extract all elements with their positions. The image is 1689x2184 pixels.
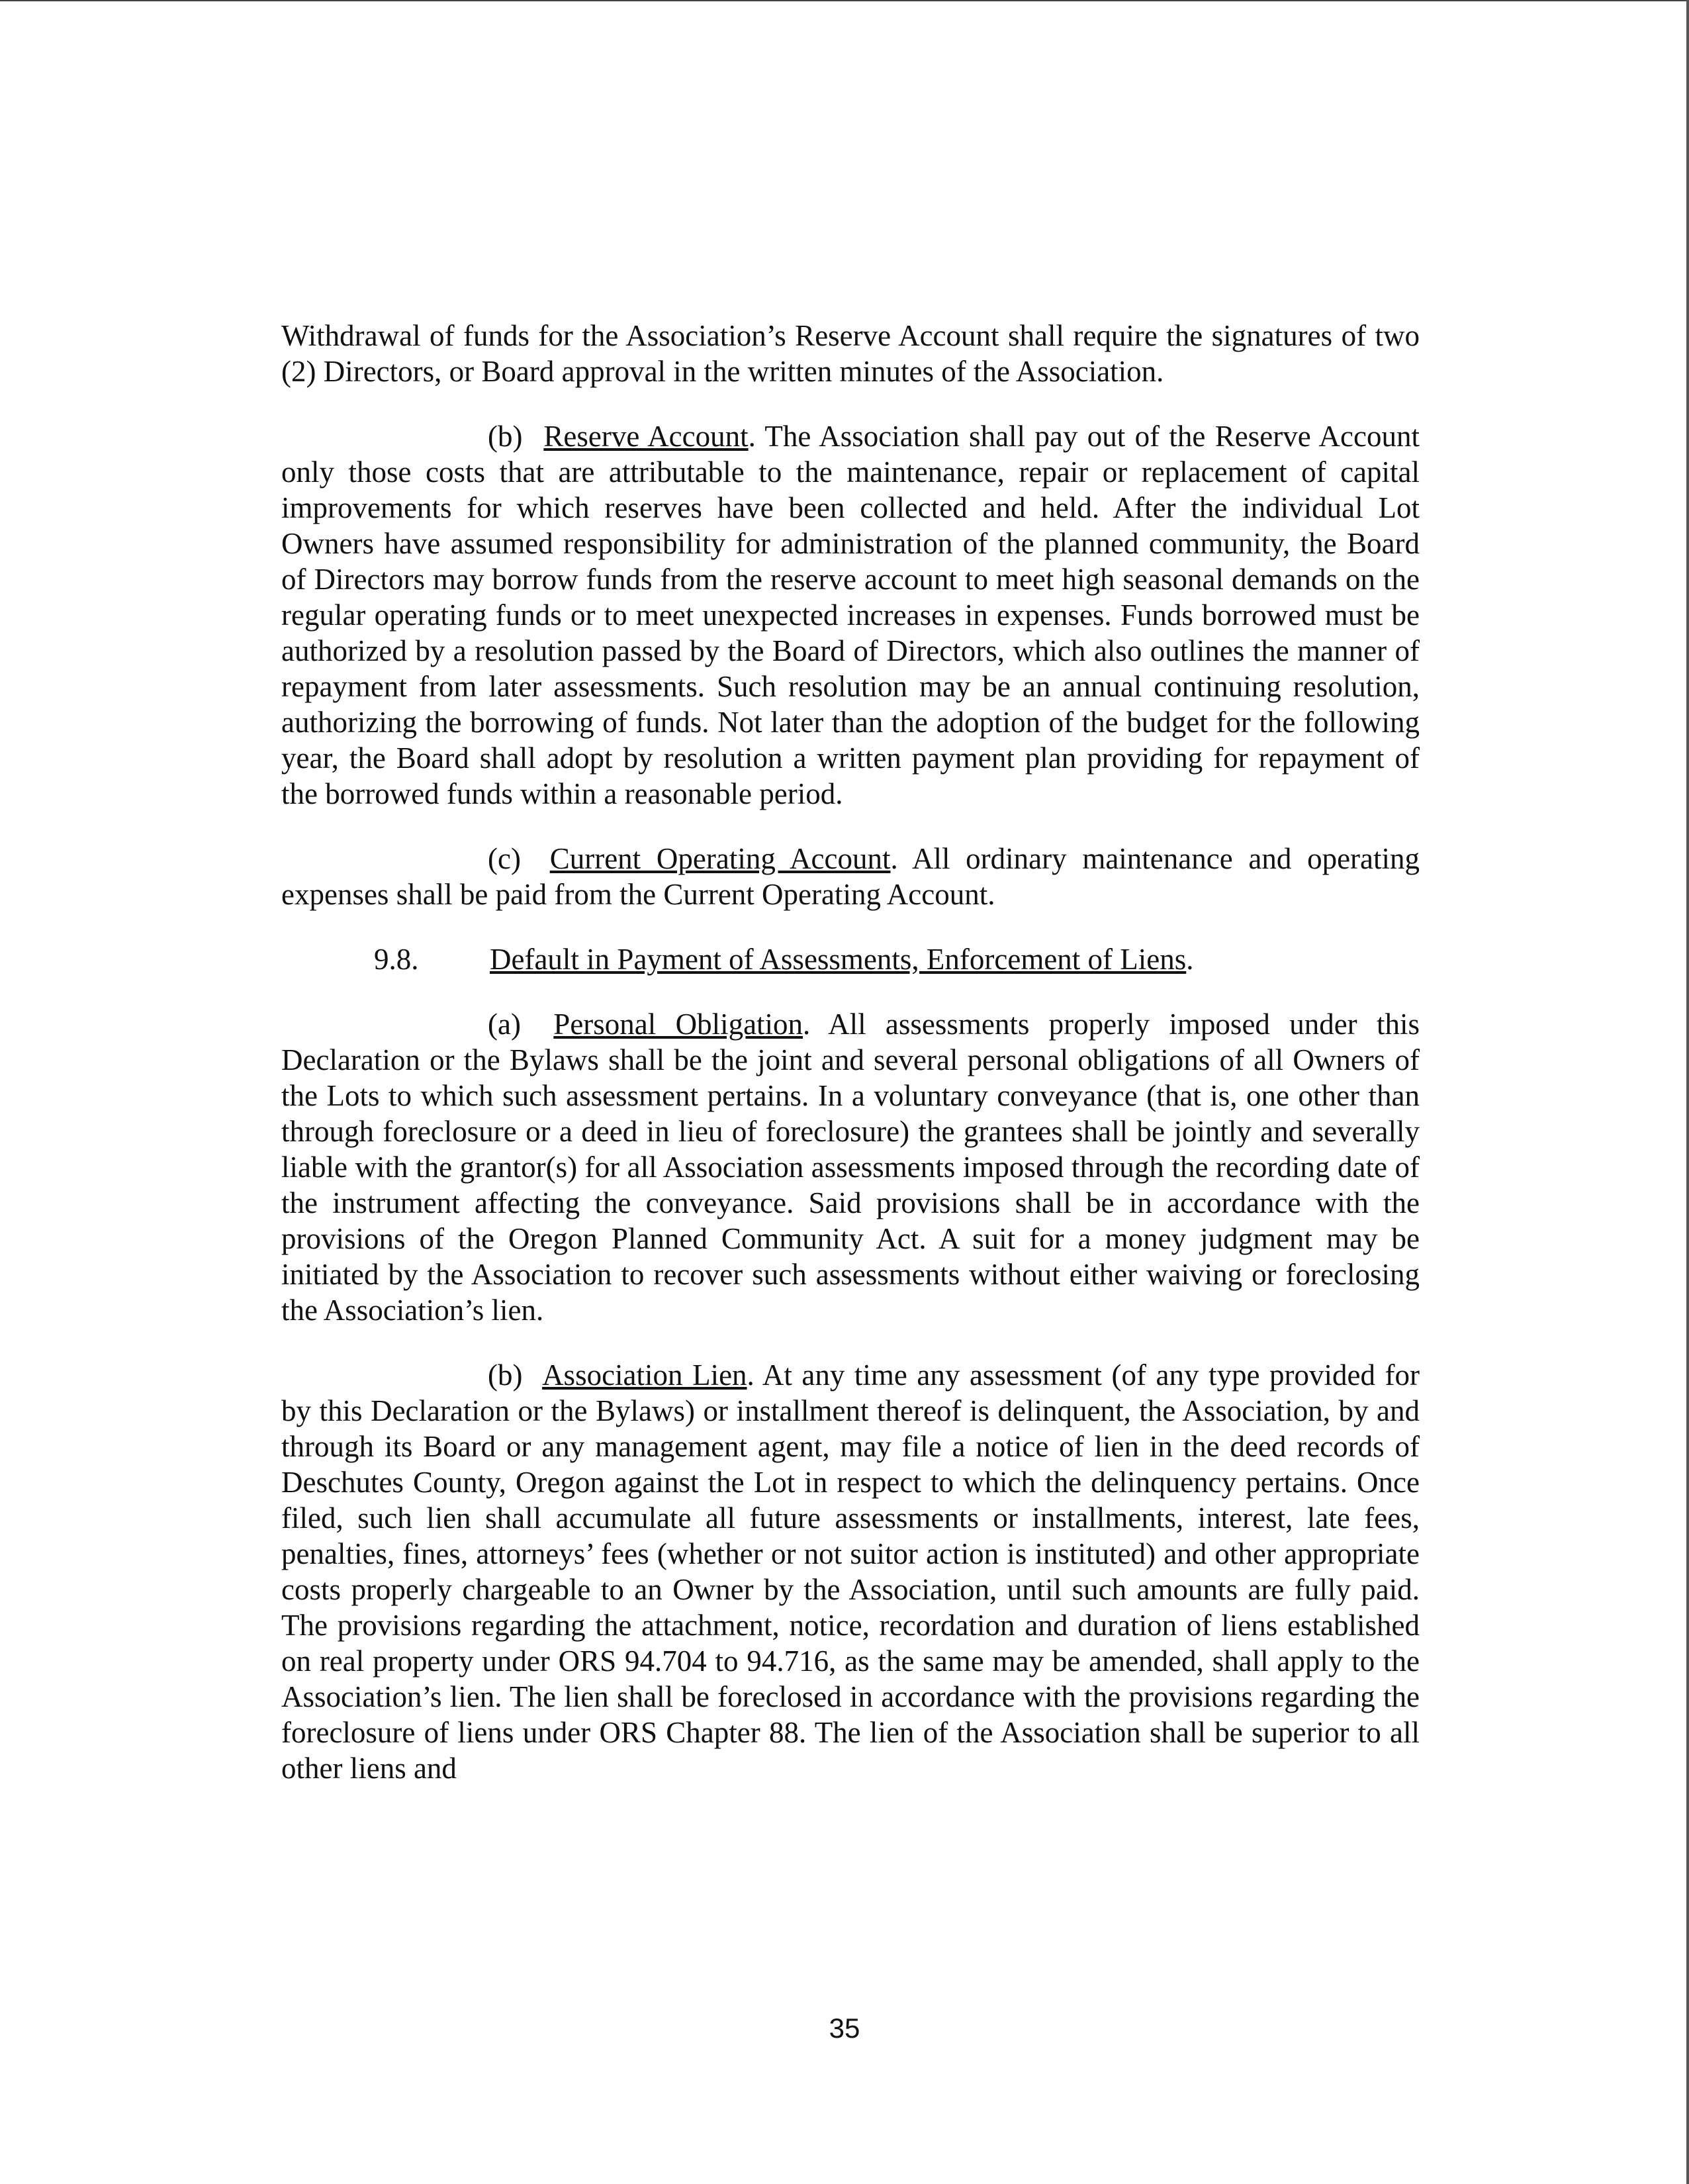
section-title-end: . bbox=[1186, 943, 1194, 976]
section-number: 9.8. bbox=[374, 943, 419, 976]
paragraph-withdrawal: Withdrawal of funds for the Association’s Reserve Account shall require the signatures of two (2) Directors, or Board approval in the written minutes of the Association. bbox=[281, 319, 1420, 388]
paragraph-current-operating-account bbox=[281, 841, 1420, 912]
section-title: Default in Payment of Assessments, Enforcement of Liens bbox=[490, 943, 1187, 976]
paragraph-reserve-account bbox=[281, 418, 1420, 812]
clause-text: . At any time any assessment (of any type provided for by this Declaration or the Bylaws) or installment thereof is delinquent, the Association, by and through its Board or any management agent, may file a notice of lien in the deed records of Deschutes County, Oregon against the Lot in respect to which the delinquency pertains. Once filed, such lien shall accumulate all future assessments or installments, interest, late fees, penalties, fines, attorneys’ fees (whether or not suitor action is instituted) and other appropriate costs properly chargeable to an Owner by the Association, until such amounts are fully paid. The provisions regarding the attachment, notice, recordation and duration of liens established on real property under ORS 94.704 to 94.716, as the same may be amended, shall apply to the Association’s lien. The lien shall be foreclosed in accordance with the provisions regarding the foreclosure of liens under ORS Chapter 88. The lien of the Association shall be superior to all other liens and bbox=[281, 1358, 1420, 1785]
clause-text: . All assessments properly imposed under this Declaration or the Bylaws shall be the joint and several personal obligations of all Owners of the Lots to which such assessment pertains. In a voluntary conveyance (that is, one other than through foreclosure or a deed in lieu of foreclosure) the grantees shall be jointly and severally liable with the grantor(s) for all Association assessments imposed through the recording date of the instrument affecting the conveyance. Said provisions shall be in accordance with the provisions of the Oregon Planned Community Act. A suit for a money judgment may be initiated by the Association to recover such assessments without either waiving or foreclosing the Association’s lien. bbox=[281, 1008, 1420, 1327]
clause-title-personal-obligation: Personal Obligation bbox=[553, 1008, 803, 1041]
scan-right-edge bbox=[1686, 0, 1689, 2184]
clause-text: . The Association shall pay out of the Reserve Account only those costs that are attributable to the maintenance, repair or replacement of capital improvements for which reserves have been collected and held. After the individual Lot Owners have assumed responsibility for administration of the planned community, the Board of Directors may borrow funds from the reserve account to meet high seasonal demands on the regular operating funds or to meet unexpected increases in expenses. Funds borrowed must be authorized by a resolution passed by the Board of Directors, which also outlines the manner of repayment from later assessments. Such resolution may be an annual continuing resolution, authorizing the borrowing of funds. Not later than the adoption of the budget for the following year, the Board shall adopt by resolution a written payment plan providing for repayment of the borrowed funds within a reasonable period. bbox=[281, 420, 1420, 810]
section-heading bbox=[281, 941, 1420, 977]
clause-marker: (c) bbox=[488, 842, 521, 875]
clause-marker: (b) bbox=[488, 420, 523, 453]
clause-marker: (a) bbox=[488, 1008, 521, 1041]
paragraph-personal-obligation bbox=[281, 1006, 1420, 1328]
clause-title-association-lien: Association Lien bbox=[542, 1358, 747, 1392]
paragraph-association-lien bbox=[281, 1357, 1420, 1786]
page-number: 35 bbox=[829, 2013, 860, 2044]
clause-text: . All ordinary maintenance and operating expenses shall be paid from the Current Operating Account. bbox=[281, 842, 1420, 911]
clause-title-current-operating: Current Operating Account bbox=[549, 842, 891, 875]
document-body bbox=[281, 318, 1420, 1786]
clause-marker: (b) bbox=[488, 1358, 523, 1392]
clause-title-reserve-account: Reserve Account bbox=[543, 420, 749, 453]
scan-top-edge bbox=[0, 0, 1689, 5]
